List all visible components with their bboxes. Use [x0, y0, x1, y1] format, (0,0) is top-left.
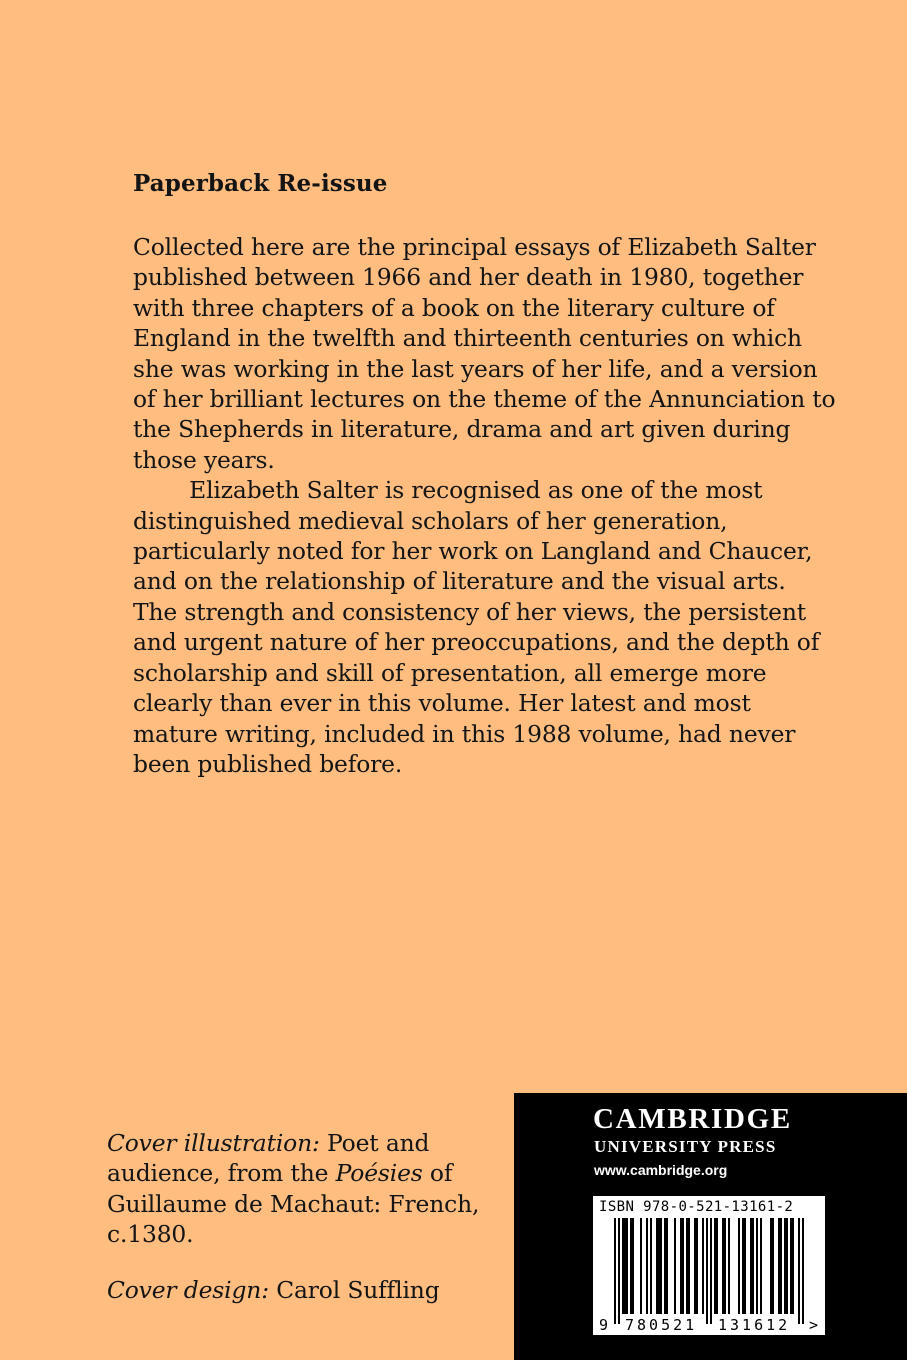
credit-text: of: [422, 1159, 453, 1188]
barcode-bar: [624, 1218, 626, 1314]
barcode-bar: [786, 1218, 788, 1314]
barcode: [593, 1196, 825, 1335]
description-line: with three chapters of a book on the literary culture of: [133, 293, 775, 322]
barcode-bar: [744, 1218, 746, 1314]
barcode-bar: [650, 1218, 652, 1314]
barcode-bar: [694, 1218, 696, 1314]
barcode-bar: [724, 1218, 726, 1314]
barcode-digits-right: 131612: [718, 1316, 791, 1334]
barcode-digits-left: 780521: [625, 1316, 698, 1334]
barcode-bar: [682, 1218, 684, 1314]
barcode-bar: [688, 1218, 690, 1314]
credit-line: [107, 1128, 479, 1158]
description-line: England in the twelfth and thirteenth centuries on which: [133, 324, 802, 353]
barcode-bar: [792, 1218, 794, 1314]
barcode-bars: [614, 1218, 804, 1324]
barcode-bar: [780, 1218, 782, 1314]
credit-line: Guillaume de Machaut: French,: [107, 1189, 480, 1218]
barcode-bar: [756, 1218, 758, 1314]
barcode-bar: [660, 1218, 662, 1314]
barcode-bar: [702, 1218, 704, 1314]
credit-line: c.1380.: [107, 1220, 194, 1249]
cover-design-label: Cover design:: [107, 1276, 269, 1304]
description-line: and urgent nature of her preoccupations, and the depth of: [133, 628, 820, 657]
barcode-panel: [593, 1196, 825, 1335]
credit-line: [107, 1158, 479, 1188]
barcode-bar: [614, 1218, 616, 1324]
description-line: particularly noted for her work on Langland and Chaucer,: [133, 537, 813, 566]
barcode-bar: [626, 1218, 628, 1314]
barcode-bar: [618, 1218, 620, 1324]
barcode-bar: [750, 1218, 752, 1314]
barcode-bar: [760, 1218, 762, 1314]
barcode-bar: [696, 1218, 698, 1314]
designer-name: Carol Suffling: [268, 1276, 440, 1304]
cover-illustration-label: Cover illustration:: [107, 1129, 320, 1157]
credit-line: [107, 1275, 440, 1305]
credit-text: audience, from the: [107, 1159, 336, 1188]
barcode-bar: [664, 1218, 666, 1314]
publisher-logo-text: CAMBRIDGE: [593, 1103, 792, 1135]
publisher-website: www.cambridge.org: [594, 1162, 728, 1178]
barcode-bar: [632, 1218, 634, 1314]
barcode-bar: [630, 1218, 632, 1314]
description-line: Elizabeth Salter is recognised as one of the most: [189, 476, 763, 505]
barcode-bar: [658, 1218, 660, 1314]
barcode-bar: [622, 1218, 624, 1314]
barcode-bar: [640, 1218, 642, 1314]
barcode-bar: [742, 1218, 744, 1314]
barcode-bar: [656, 1218, 658, 1314]
barcode-bar: [722, 1218, 724, 1314]
publisher-press-text: UNIVERSITY PRESS: [594, 1137, 777, 1156]
barcode-bar: [784, 1218, 786, 1314]
work-title: Poésies: [335, 1159, 423, 1188]
description-paragraph-2: [133, 475, 823, 779]
description-line: of her brilliant lectures on the theme of the Annunciation to: [133, 385, 836, 414]
description-line: clearly than ever in this volume. Her latest and most: [133, 689, 751, 718]
cover-illustration-credit: [107, 1128, 479, 1250]
barcode-bar: [686, 1218, 688, 1314]
barcode-bar: [790, 1218, 792, 1314]
barcode-bar: [710, 1218, 712, 1324]
barcode-bar: [674, 1218, 676, 1314]
description-line: mature writing, included in this 1988 volume, had never: [133, 719, 796, 748]
description-line: Collected here are the principal essays of Elizabeth Salter: [133, 233, 816, 261]
isbn-label: ISBN 978-0-521-13161-2: [599, 1199, 794, 1215]
description-line: published between 1966 and her death in 1980, together: [133, 263, 804, 292]
barcode-bar: [770, 1218, 772, 1314]
barcode-digit-lead: 9: [599, 1316, 609, 1334]
back-cover-heading: Paperback Re-issue: [133, 170, 388, 197]
description-line: those years.: [133, 445, 275, 474]
cover-design-credit: [107, 1275, 440, 1305]
barcode-bar: [666, 1218, 668, 1314]
description-line: been published before.: [133, 749, 403, 778]
barcode-digit-trail: >: [809, 1316, 819, 1334]
barcode-bar: [798, 1218, 800, 1324]
barcode-bar: [738, 1218, 740, 1314]
barcode-bar: [778, 1218, 780, 1314]
barcode-bar: [728, 1218, 730, 1314]
description-line: distinguished medieval scholars of her generation,: [133, 506, 728, 535]
barcode-bar: [646, 1218, 648, 1314]
description-line: scholarship and skill of presentation, all emerge more: [133, 658, 767, 687]
credit-text: Poet and: [319, 1129, 430, 1157]
book-description: [133, 232, 836, 779]
description-line: the Shepherds in literature, drama and art given during: [133, 415, 791, 444]
barcode-bar: [706, 1218, 708, 1324]
barcode-bar: [772, 1218, 774, 1314]
barcode-bar: [714, 1218, 716, 1314]
publisher-block: [514, 1093, 907, 1360]
barcode-bar: [716, 1218, 718, 1314]
barcode-bar: [680, 1218, 682, 1314]
description-line: and on the relationship of literature and the visual arts.: [133, 567, 786, 596]
description-line: The strength and consistency of her views, the persistent: [133, 597, 807, 626]
barcode-bar: [802, 1218, 804, 1324]
barcode-bar: [752, 1218, 754, 1314]
description-line: she was working in the last years of her life, and a version: [133, 354, 818, 383]
description-paragraph-1: [133, 232, 836, 475]
